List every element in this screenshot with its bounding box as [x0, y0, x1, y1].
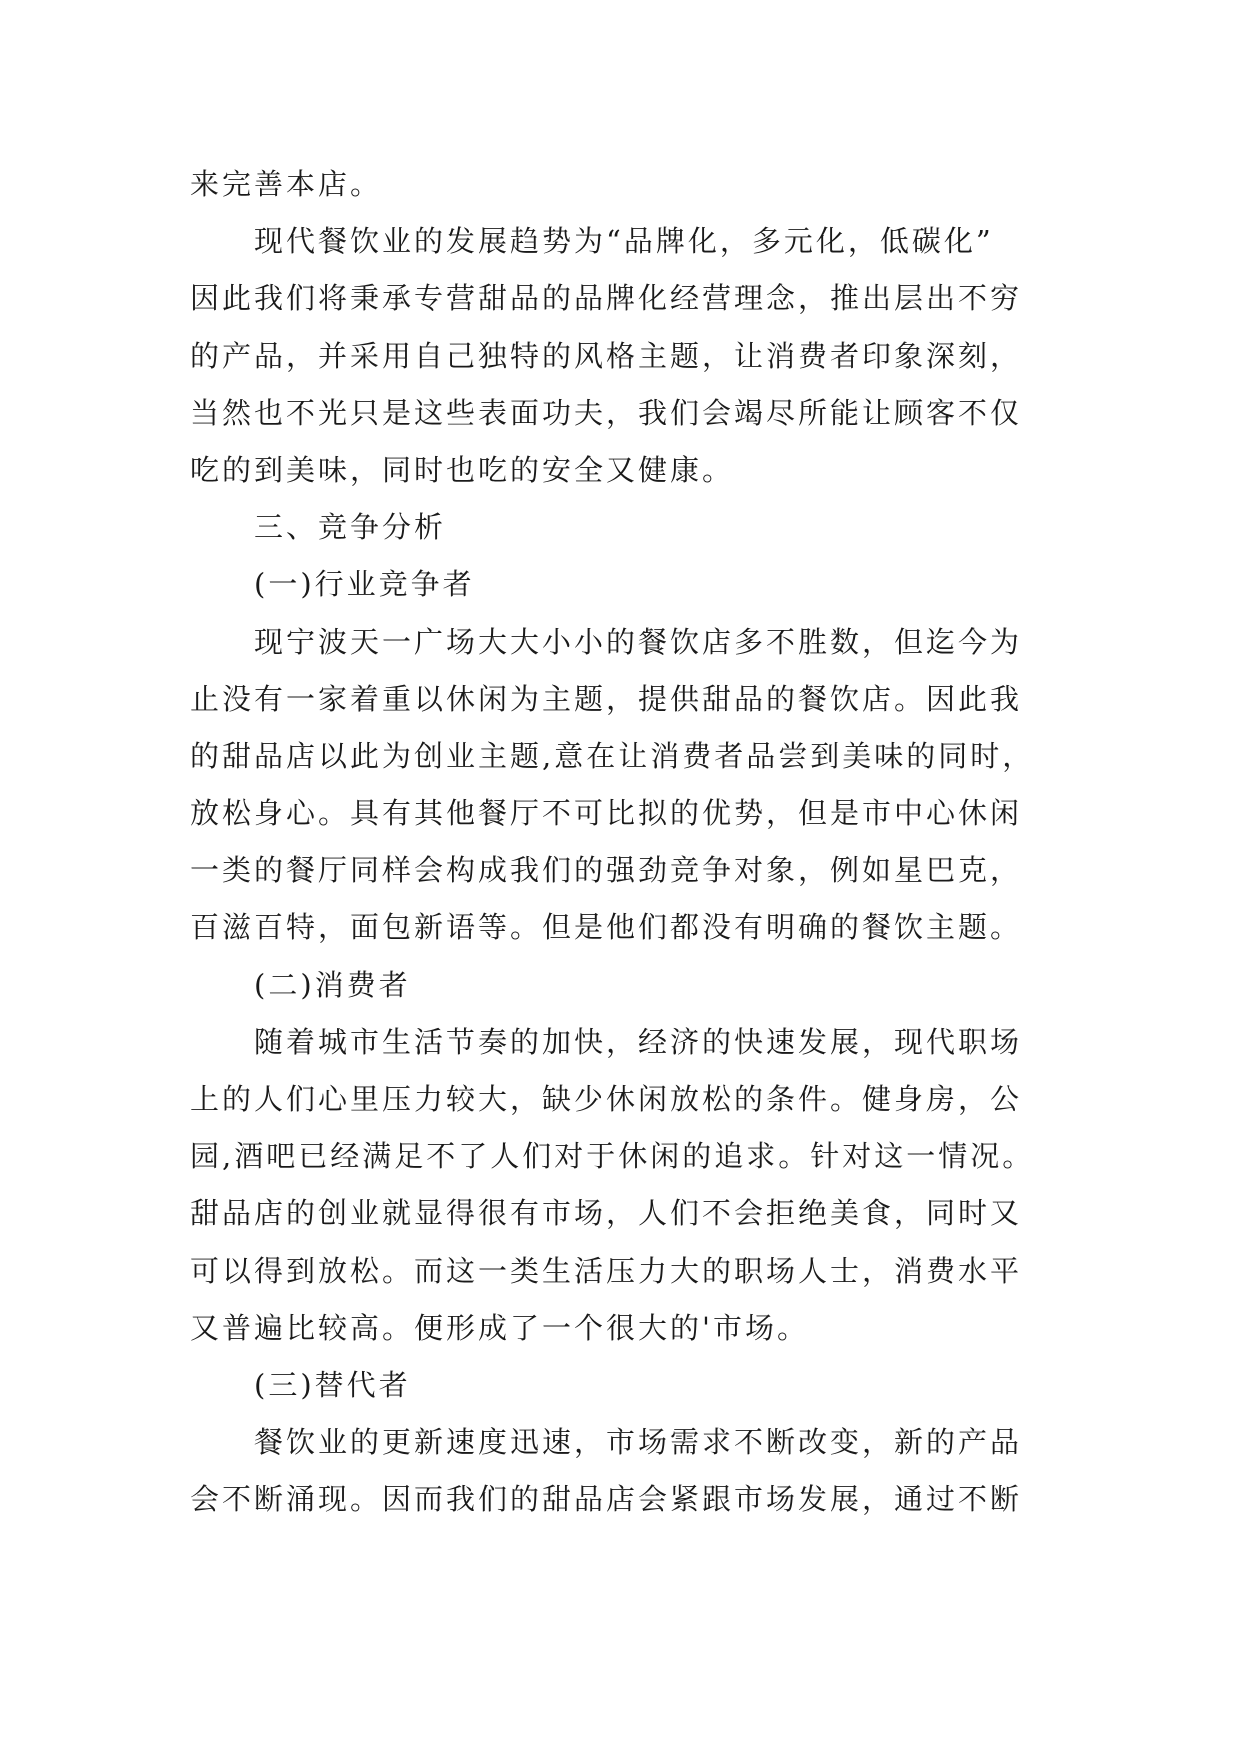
- paragraph-line: 会不断涌现。因而我们的甜品店会紧跟市场发展，通过不断: [190, 1482, 1023, 1517]
- paragraph-line: 可以得到放松。而这一类生活压力大的职场人士，消费水平: [190, 1253, 1023, 1288]
- subsection-heading: (三)替代者: [254, 1367, 411, 1402]
- paragraph-line: 因此我们将秉承专营甜品的品牌化经营理念，推出层出不穷: [190, 281, 1023, 316]
- paragraph-line: 现宁波天一广场大大小小的餐饮店多不胜数，但迄今为: [254, 624, 1023, 659]
- paragraph-line: 止没有一家着重以休闲为主题，提供甜品的餐饮店。因此我: [190, 681, 1023, 716]
- paragraph-line: 园,酒吧已经满足不了人们对于休闲的追求。针对这一情况。: [190, 1139, 1035, 1174]
- paragraph-line: 餐饮业的更新速度迅速，市场需求不断改变，新的产品: [254, 1425, 1023, 1460]
- paragraph-line: 放松身心。具有其他餐厅不可比拟的优势，但是市中心休闲: [190, 796, 1023, 831]
- paragraph-line: 又普遍比较高。便形成了一个很大的'市场。: [190, 1310, 809, 1345]
- paragraph-line: 吃的到美味，同时也吃的安全又健康。: [190, 452, 735, 487]
- paragraph-line: 一类的餐厅同样会构成我们的强劲竞争对象，例如星巴克，: [190, 853, 1023, 888]
- section-heading: 三、竞争分析: [254, 510, 447, 545]
- subsection-heading: (一)行业竞争者: [254, 567, 475, 602]
- paragraph-line: 来完善本店。: [190, 167, 383, 201]
- subsection-heading: (二)消费者: [254, 967, 411, 1002]
- paragraph-line: 上的人们心里压力较大，缺少休闲放松的条件。健身房，公: [190, 1082, 1023, 1116]
- paragraph-line: 的甜品店以此为创业主题,意在让消费者品尝到美味的同时，: [190, 738, 1035, 773]
- paragraph-line: 百滋百特，面包新语等。但是他们都没有明确的餐饮主题。: [190, 910, 1023, 945]
- paragraph-line: 的产品，并采用自己独特的风格主题，让消费者印象深刻，: [190, 338, 1023, 373]
- document-body: [190, 156, 1052, 1529]
- paragraph-line: 随着城市生活节奏的加快，经济的快速发展，现代职场: [254, 1024, 1023, 1059]
- paragraph-line: 甜品店的创业就显得很有市场，人们不会拒绝美食，同时又: [190, 1196, 1023, 1231]
- paragraph-line: 现代餐饮业的发展趋势为“品牌化，多元化，低碳化”: [254, 224, 994, 259]
- paragraph-line: 当然也不光只是这些表面功夫，我们会竭尽所能让顾客不仅: [190, 395, 1023, 430]
